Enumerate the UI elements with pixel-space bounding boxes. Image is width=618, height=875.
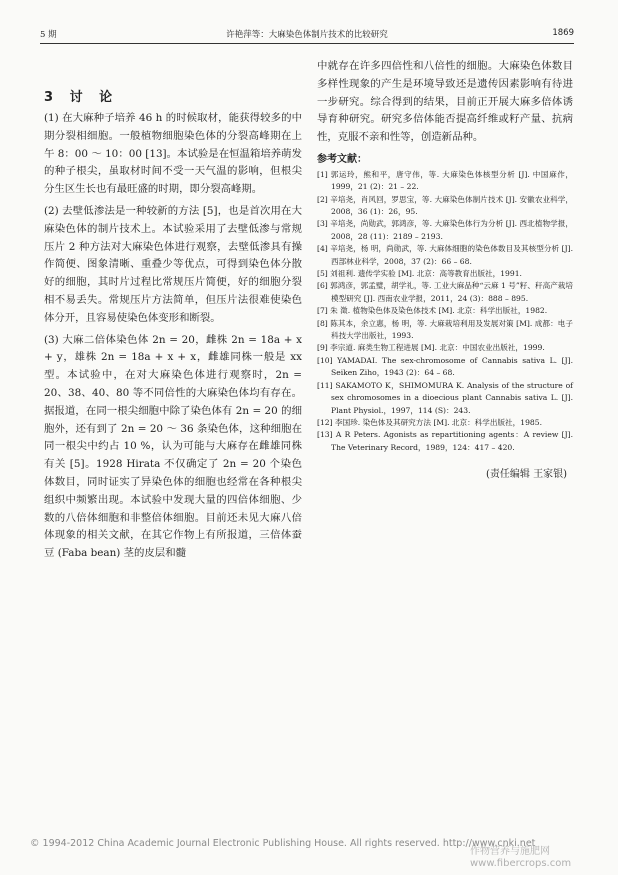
paragraph-3: (3) 大麻二倍体染色体 2n = 20，雌株 2n = 18a + x + y，雄株 2n = 18a + x + x，雌雄同株一般是 xx 型。本试验中，在对大麻染色体进行观察时，2n = 20、38、40、80 等不同倍性的大麻染色体均有存在。据报道，在同一根尖细胞中除了染色体有 2n = 20 的细胞外，还有到了 2n = 20 ～ 36 条染色体，这种细胞在同一根尖中约占 10 %，认为可能与大麻存在雌雄同株有关 [5]。1928 Hirata 不仅确定了 2n = 20 个染色体数目，同时证实了异染色体的细胞也经常在各种根尖组织中频繁出现。本试验中发现大量的四倍体细胞、少数的八倍体细胞和非整倍体细胞。目前还未见大麻八倍体现象的相关文献，在其它作物上有所报道，三倍体蚕豆 (Faba bean) 茎的皮层和髓: [44, 333, 302, 560]
paragraph-2: (2) 去壁低渗法是一种较新的方法 [5]，也是首次用在大麻染色体的制片技术上。本试验采用了去壁低渗与常规压片 2 种方法对大麻染色体进行观察，去壁低渗具有操作简便、图象清晰、重叠少等优点，可得到染色体分散好的细胞，其时片过程比常规压片简便，好的细胞分裂相不易丢失。常规压片方法简单，但压片法很难使染色体分开，且容易使染色体变形和断裂。: [44, 204, 302, 324]
reference-item: [2] 辛培尧，肖风回，罗思宝，等. 大麻染色体制片技术 [J]. 安徽农业科学，2008，36 (1)：26，95.: [317, 194, 573, 216]
header-rule: [40, 43, 574, 44]
reference-item: [12] 李国珍. 染色体及其研究方法 [M]. 北京：科学出版社，1985.: [317, 417, 542, 427]
reference-item: [9] 李宗道. 麻类生物工程进展 [M]. 北京：中国农业出版社，1999.: [317, 343, 545, 353]
paragraph-4: 中就存在许多四倍性和八倍性的细胞。大麻染色体数目多样性现象的产生是环境导致还是遗传因素影响有待进一步研究。综合得到的结果，目前正开展大麻多倍体诱导育种研究。研究多倍体能否提高纤维或籽产量、抗病性，克服不亲和性等，创造新品种。: [317, 60, 573, 144]
responsible-editor: (责任编辑 王家银): [486, 469, 567, 481]
reference-item: [3] 辛培尧，尚勋武，郭鸿彦，等. 大麻染色体行为分析 [J]. 西北植物学报，2008，28 (11)：2189 – 2193.: [317, 219, 573, 241]
reference-item: [10] YAMADAI. The sex-chromosome of Cannabis sativa L. [J]. Seiken Ziho，1943 (2)：64 – 68.: [317, 355, 573, 378]
issue-number: 5 期: [40, 30, 57, 40]
reference-item: [7] 朱 澂. 植物染色体及染色体技术 [M]. 北京：科学出版社，1982.: [317, 306, 548, 316]
page-number: 1869: [552, 28, 574, 38]
reference-item: [13] A R Peters. Agonists as repartitioning agents：A review [J]. The Veterinary Record，1989，124：417 – 420.: [317, 430, 573, 452]
reference-item: [4] 辛培尧，杨 明，尚勋武，等. 大麻体细胞的染色体数目及其核型分析 [J]. 西部林业科学，2008，37 (2)：66 – 68.: [317, 244, 573, 266]
right-column: [317, 58, 573, 484]
reference-item: [5] 刘祖利. 遗传学实验 [M]. 北京：高等教育出版社，1991.: [317, 269, 522, 279]
site-watermark: [470, 846, 571, 870]
watermark-line: 作物营养与施肥网: [470, 846, 550, 857]
left-column: [44, 110, 302, 567]
references-title: 参考文献：: [317, 153, 367, 165]
reference-item: [8] 陈其本，余立惠，杨 明，等. 大麻栽培利用及发展对策 [M]. 成都：电子科技大学出版社，1993.: [317, 318, 573, 341]
paragraph-1: (1) 在大麻种子培养 46 h 的时候取材，能获得较多的中期分裂相细胞。一般植物细胞染色体的分裂高峰期在上午 8：00 ～ 10：00 [13]。本试验是在恒温箱培养萌发的种子根尖，虽取材时间不受一天气温的影响，但根尖分生区生长也有最旺盛的时期，即分裂高峰期。: [44, 112, 302, 196]
reference-item: [11] SAKAMOTO K，SHIMOMURA K. Analysis of the structure of sex chromosomes in a dioecious plant Cannabis sativa L. [J]. Plant Physiol.，1997，114 (S)：243.: [317, 380, 573, 415]
article-running-title: 许艳萍等：大麻染色体制片技术的比较研究: [226, 30, 388, 40]
reference-item: [1] 郭运玲，熊和平，唐守伟，等. 大麻染色体核型分析 [J]. 中国麻作，1999，21 (2)：21 – 22.: [317, 169, 573, 192]
copyright-footer: © 1994-2012 China Academic Journal Electronic Publishing House. All rights reserved. http://www.cnki.net: [30, 838, 536, 849]
reference-item: [6] 郭鸿彦，郭孟璧，胡学礼，等. 工业大麻品种“云麻 1 号”籽、秆高产栽培模型研究 [J]. 西南农业学报，2011，24 (3)：888 – 895.: [317, 281, 573, 303]
reference-list: [317, 169, 573, 454]
watermark-line: www.fibercrops.com: [470, 858, 572, 869]
section-title: 3 讨 论: [44, 90, 119, 105]
running-header: [40, 28, 574, 42]
